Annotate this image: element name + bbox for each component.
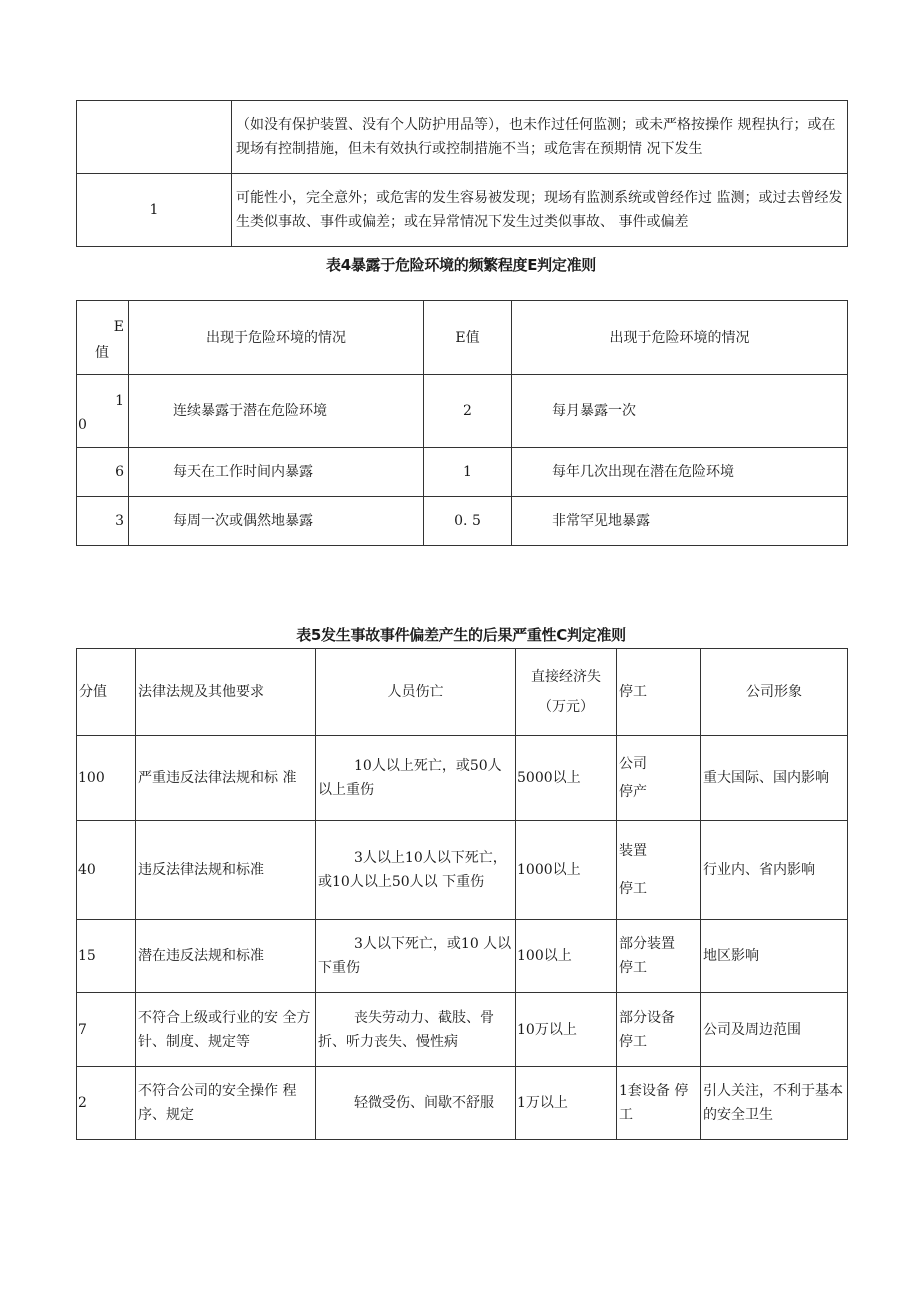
e-value-header: [77, 301, 129, 375]
score-cell: 1: [77, 174, 232, 247]
e-value-bottom: 0: [78, 417, 87, 433]
table-row: [77, 736, 848, 821]
table-row: [77, 920, 848, 993]
score-cell: [77, 101, 232, 174]
shutdown-cell: [617, 993, 701, 1067]
shutdown-cell: [617, 736, 701, 821]
table-row: [77, 497, 848, 546]
shutdown-line1: 1套设备 停: [619, 1083, 689, 1099]
exposure-frequency-table: [76, 300, 848, 546]
injury-cell: 10人以上死亡，或50人以上重伤: [316, 736, 516, 821]
shutdown-line2: 停工: [619, 960, 647, 976]
company-image-cell: 重大国际、国内影响: [701, 736, 848, 821]
shutdown-line1: 装置: [619, 843, 647, 859]
law-cell: 不符合公司的安全操作 程序、规定: [136, 1067, 316, 1140]
e-value-header-top: E: [113, 319, 124, 335]
injury-cell: 轻微受伤、间歇不舒服: [316, 1067, 516, 1140]
shutdown-cell: [617, 1067, 701, 1140]
score-cell: 2: [77, 1067, 136, 1140]
situation-cell: 每天在工作时间内暴露: [129, 448, 424, 497]
shutdown-line2: 停工: [619, 881, 647, 897]
table-row: [77, 1067, 848, 1140]
injury-cell: 3人以上10人以下死亡，或10人以上50人以 下重伤: [316, 821, 516, 920]
shutdown-line1: 部分装置: [619, 936, 675, 952]
injury-header: 人员伤亡: [316, 649, 516, 736]
shutdown-line1: 部分设备: [619, 1009, 675, 1026]
company-image-header: 公司形象: [701, 649, 848, 736]
e-value-header-bottom: 值: [95, 345, 109, 361]
economic-loss-cell: 5000以上: [516, 736, 617, 821]
law-cell: 严重违反法律法规和标 准: [136, 736, 316, 821]
score-cell: 7: [77, 993, 136, 1067]
score-cell: 100: [77, 736, 136, 821]
situation-cell-2: 非常罕见地暴露: [512, 497, 848, 546]
shutdown-line1: 公司: [619, 756, 647, 772]
economic-loss-header-line1: 直接经济失: [531, 669, 601, 685]
law-cell: 不符合上级或行业的安 全方针、制度、规定等: [136, 993, 316, 1067]
description-cell: （如没有保护装置、没有个人防护用品等），也未作过任何监测；或未严格按操作 规程执行；或在现场有控制措施，但未有效执行或控制措施不当；或危害在预期情 况下发生: [232, 101, 848, 174]
e-value-top: 1: [115, 393, 124, 409]
e-value-cell-2: 0. 5: [424, 497, 512, 546]
table-row: [77, 174, 848, 247]
likelihood-table: [76, 100, 848, 247]
table-row: [77, 821, 848, 920]
economic-loss-header-line2: （万元）: [538, 699, 594, 715]
shutdown-cell: [617, 920, 701, 993]
company-image-cell: 引人关注，不利于基本的安全卫生: [701, 1067, 848, 1140]
law-cell: 违反法律法规和标准: [136, 821, 316, 920]
company-image-cell: 行业内、省内影响: [701, 821, 848, 920]
law-cell: 潜在违反法规和标准: [136, 920, 316, 993]
company-image-cell: 地区影响: [701, 920, 848, 993]
e-value-cell-2: 2: [424, 375, 512, 448]
shutdown-cell: [617, 821, 701, 920]
e-value-cell-2: 1: [424, 448, 512, 497]
table-row: [77, 101, 848, 174]
situation-cell: 连续暴露于潜在危险环境: [129, 375, 424, 448]
table4-caption: 表4暴露于危险环境的频繁程度E判定准则: [326, 256, 596, 274]
situation-cell-2: 每月暴露一次: [512, 375, 848, 448]
company-image-cell: 公司及周边范围: [701, 993, 848, 1067]
shutdown-line2: 停产: [619, 784, 647, 800]
situation-header-2: 出现于危险环境的情况: [512, 301, 848, 375]
table-row: [77, 375, 848, 448]
shutdown-line2: 工: [619, 1107, 633, 1123]
injury-cell: 3人以下死亡，或10 人以下重伤: [316, 920, 516, 993]
table-header-row: [77, 649, 848, 736]
economic-loss-cell: 100以上: [516, 920, 617, 993]
law-header: 法律法规及其他要求: [136, 649, 316, 736]
score-cell: 40: [77, 821, 136, 920]
description-cell: 可能性小，完全意外；或危害的发生容易被发现；现场有监测系统或曾经作过 监测；或过去曾经发生类似事故、事件或偏差；或在异常情况下发生过类似事故、 事件或偏差: [232, 174, 848, 247]
e-value-cell: 6: [77, 448, 129, 497]
situation-cell-2: 每年几次出现在潜在危险环境: [512, 448, 848, 497]
e-value-cell: [77, 375, 129, 448]
injury-cell: 丧失劳动力、截肢、骨折、听力丧失、慢性病: [316, 993, 516, 1067]
situation-header: 出现于危险环境的情况: [129, 301, 424, 375]
economic-loss-cell: 1万以上: [516, 1067, 617, 1140]
table-row: [77, 993, 848, 1067]
economic-loss-header: [516, 649, 617, 736]
score-header: 分值: [77, 649, 136, 736]
e-value-cell: 3: [77, 497, 129, 546]
shutdown-header: 停工: [617, 649, 701, 736]
score-cell: 15: [77, 920, 136, 993]
shutdown-line2: 停工: [619, 1033, 647, 1050]
e-value-header-2: E值: [424, 301, 512, 375]
situation-cell: 每周一次或偶然地暴露: [129, 497, 424, 546]
economic-loss-cell: 10万以上: [516, 993, 617, 1067]
table-header-row: [77, 301, 848, 375]
table5-caption: 表5发生事故事件偏差产生的后果严重性C判定准则: [296, 626, 626, 644]
economic-loss-cell: 1000以上: [516, 821, 617, 920]
table-row: [77, 448, 848, 497]
consequence-severity-table: [76, 648, 848, 1140]
